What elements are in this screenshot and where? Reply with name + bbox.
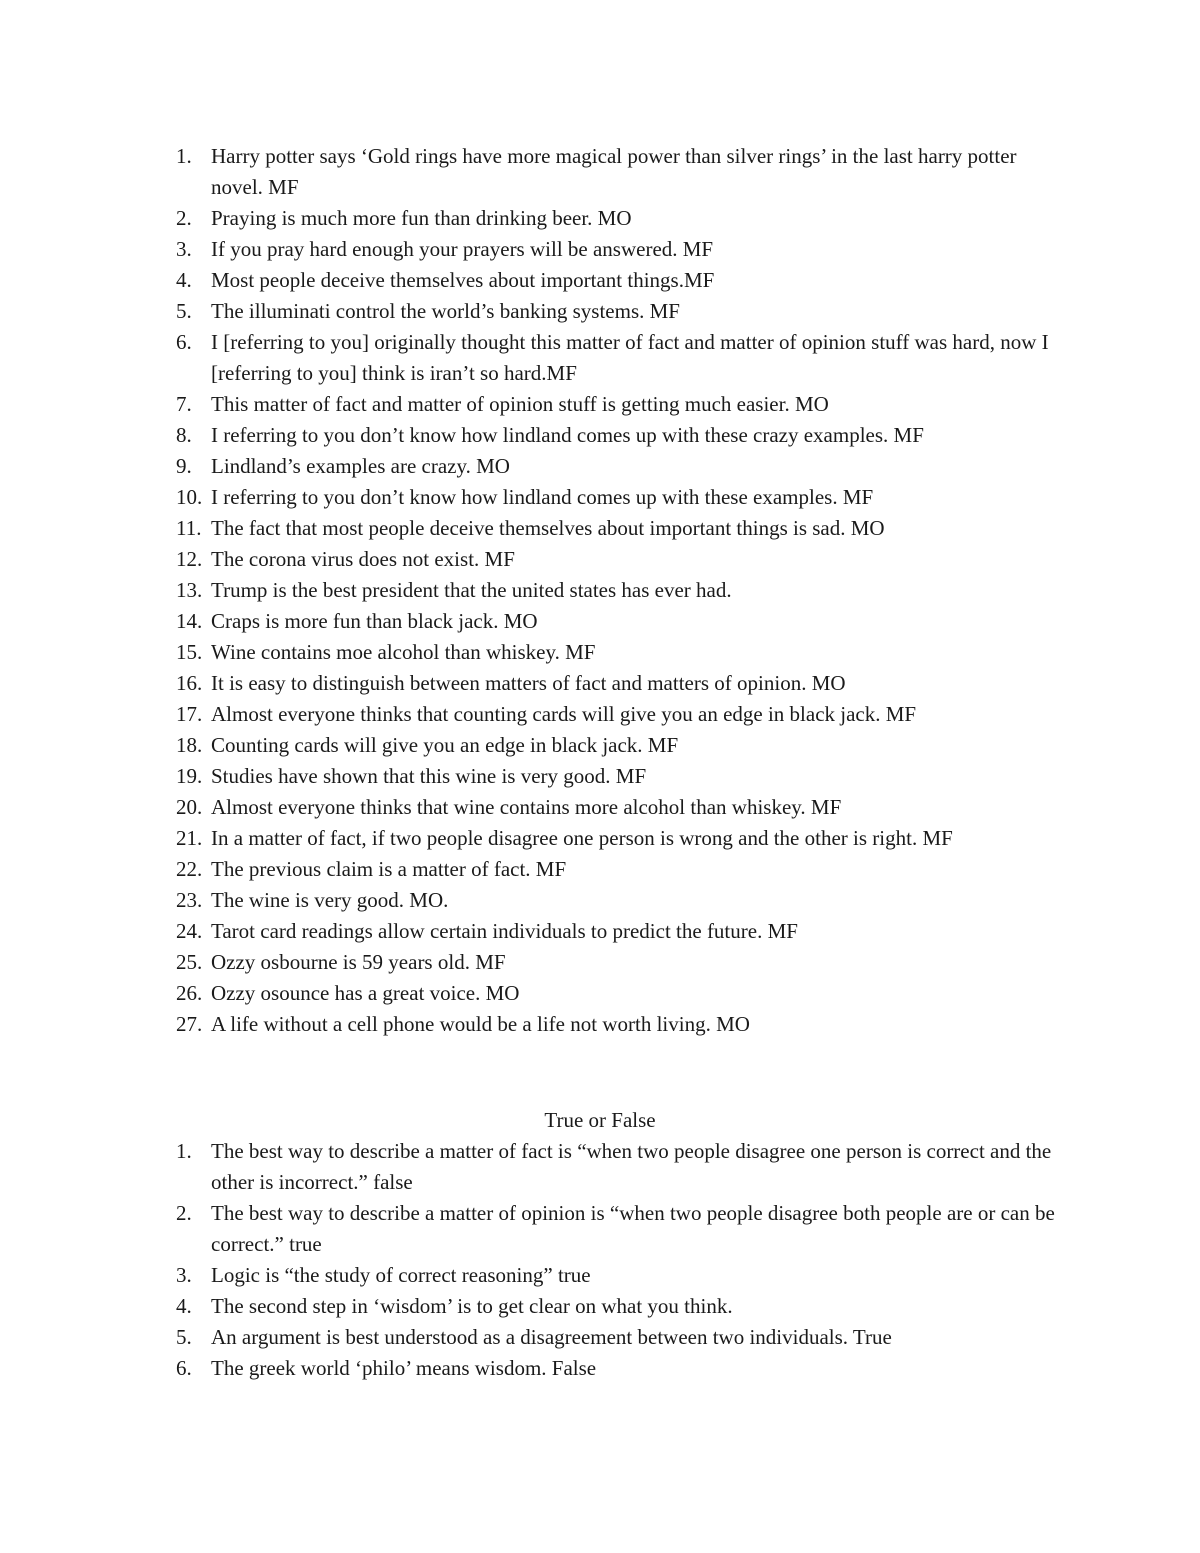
list-item bbox=[0, 699, 1200, 730]
list-item bbox=[0, 947, 1200, 978]
item-number: 21. bbox=[176, 826, 203, 850]
item-number: 4. bbox=[176, 268, 192, 292]
list-item bbox=[0, 761, 1200, 792]
item-text: Tarot card readings allow certain individuals to predict the future. MF bbox=[211, 919, 798, 943]
item-number: 11. bbox=[176, 516, 202, 540]
list-item bbox=[0, 637, 1200, 668]
item-number: 25. bbox=[176, 950, 203, 974]
list-item bbox=[0, 1009, 1200, 1040]
list-item bbox=[0, 730, 1200, 761]
item-number: 18. bbox=[176, 733, 203, 757]
item-text: Logic is “the study of correct reasoning” true bbox=[211, 1263, 591, 1287]
item-number: 8. bbox=[176, 423, 192, 447]
item-text: The wine is very good. MO. bbox=[211, 888, 449, 912]
item-number: 3. bbox=[176, 1263, 192, 1287]
item-number: 20. bbox=[176, 795, 203, 819]
item-text: I referring to you don’t know how lindland comes up with these examples. MF bbox=[211, 485, 874, 509]
item-number: 1. bbox=[176, 1139, 192, 1163]
item-number: 12. bbox=[176, 547, 203, 571]
list-item bbox=[0, 1322, 1200, 1353]
item-number: 1. bbox=[176, 144, 192, 168]
item-text: The greek world ‘philo’ means wisdom. False bbox=[211, 1356, 597, 1380]
item-number: 26. bbox=[176, 981, 203, 1005]
item-number: 17. bbox=[176, 702, 203, 726]
list-item bbox=[0, 389, 1200, 420]
list-item bbox=[0, 885, 1200, 916]
item-text: Trump is the best president that the united states has ever had. bbox=[211, 578, 732, 602]
item-number: 9. bbox=[176, 454, 192, 478]
item-text: The illuminati control the world’s banking systems. MF bbox=[211, 299, 680, 323]
item-number: 27. bbox=[176, 1012, 203, 1036]
list-item bbox=[0, 265, 1200, 296]
list-item bbox=[0, 668, 1200, 699]
item-text: I referring to you don’t know how lindland comes up with these crazy examples. MF bbox=[211, 423, 924, 447]
item-number: 7. bbox=[176, 392, 192, 416]
list-item bbox=[0, 606, 1200, 637]
list-item bbox=[0, 513, 1200, 544]
item-number: 19. bbox=[176, 764, 203, 788]
item-text: I [referring to you] originally thought this matter of fact and matter of opinion stuff was hard, now I [referring to you] think is iran’t so hard.MF bbox=[211, 330, 1049, 385]
item-text: In a matter of fact, if two people disagree one person is wrong and the other is right. MF bbox=[211, 826, 953, 850]
item-text: Counting cards will give you an edge in black jack. MF bbox=[211, 733, 679, 757]
item-number: 15. bbox=[176, 640, 203, 664]
list-item bbox=[0, 451, 1200, 482]
item-text: The fact that most people deceive themselves about important things is sad. MO bbox=[211, 516, 885, 540]
list-item bbox=[0, 141, 1200, 203]
item-number: 13. bbox=[176, 578, 203, 602]
list-item bbox=[0, 1353, 1200, 1384]
list-item bbox=[0, 1260, 1200, 1291]
item-number: 5. bbox=[176, 1325, 192, 1349]
item-text: Studies have shown that this wine is very good. MF bbox=[211, 764, 647, 788]
list-item bbox=[0, 823, 1200, 854]
true-false-list bbox=[0, 1136, 1200, 1384]
item-text: If you pray hard enough your prayers will be answered. MF bbox=[211, 237, 714, 261]
item-text: It is easy to distinguish between matters of fact and matters of opinion. MO bbox=[211, 671, 846, 695]
item-text: A life without a cell phone would be a life not worth living. MO bbox=[211, 1012, 750, 1036]
item-number: 10. bbox=[176, 485, 203, 509]
item-text: The best way to describe a matter of opinion is “when two people disagree both people are or can be correct.” true bbox=[211, 1201, 1055, 1256]
item-text: Ozzy osounce has a great voice. MO bbox=[211, 981, 520, 1005]
item-text: Harry potter says ‘Gold rings have more magical power than silver rings’ in the last harry potter novel. MF bbox=[211, 144, 1017, 199]
item-text: Wine contains moe alcohol than whiskey. MF bbox=[211, 640, 596, 664]
list-item bbox=[0, 296, 1200, 327]
list-item bbox=[0, 234, 1200, 265]
item-number: 23. bbox=[176, 888, 203, 912]
matter-of-fact-opinion-list bbox=[0, 141, 1200, 1040]
item-text: An argument is best understood as a disagreement between two individuals. True bbox=[211, 1325, 892, 1349]
item-number: 16. bbox=[176, 671, 203, 695]
list-item bbox=[0, 420, 1200, 451]
item-number: 5. bbox=[176, 299, 192, 323]
item-number: 14. bbox=[176, 609, 203, 633]
list-item bbox=[0, 544, 1200, 575]
item-number: 4. bbox=[176, 1294, 192, 1318]
list-item bbox=[0, 978, 1200, 1009]
item-number: 6. bbox=[176, 1356, 192, 1380]
list-item bbox=[0, 1198, 1200, 1260]
item-text: This matter of fact and matter of opinion stuff is getting much easier. MO bbox=[211, 392, 829, 416]
list-item bbox=[0, 1136, 1200, 1198]
list-item bbox=[0, 575, 1200, 606]
list-item bbox=[0, 1291, 1200, 1322]
item-text: Praying is much more fun than drinking beer. MO bbox=[211, 206, 632, 230]
item-text: Almost everyone thinks that counting cards will give you an edge in black jack. MF bbox=[211, 702, 917, 726]
item-number: 22. bbox=[176, 857, 203, 881]
item-text: Craps is more fun than black jack. MO bbox=[211, 609, 538, 633]
item-text: Ozzy osbourne is 59 years old. MF bbox=[211, 950, 506, 974]
item-number: 2. bbox=[176, 1201, 192, 1225]
list-item bbox=[0, 792, 1200, 823]
item-text: Almost everyone thinks that wine contains more alcohol than whiskey. MF bbox=[211, 795, 842, 819]
item-text: The previous claim is a matter of fact. MF bbox=[211, 857, 567, 881]
true-false-heading: True or False bbox=[544, 1108, 656, 1132]
item-number: 6. bbox=[176, 330, 192, 354]
item-text: The corona virus does not exist. MF bbox=[211, 547, 515, 571]
list-item bbox=[0, 482, 1200, 513]
item-text: The second step in ‘wisdom’ is to get clear on what you think. bbox=[211, 1294, 733, 1318]
item-text: Most people deceive themselves about important things.MF bbox=[211, 268, 715, 292]
item-text: Lindland’s examples are crazy. MO bbox=[211, 454, 510, 478]
list-item bbox=[0, 203, 1200, 234]
item-number: 24. bbox=[176, 919, 203, 943]
item-number: 2. bbox=[176, 206, 192, 230]
item-text: The best way to describe a matter of fact is “when two people disagree one person is correct and the other is incorrect.” false bbox=[211, 1139, 1052, 1194]
list-item bbox=[0, 327, 1200, 389]
list-item bbox=[0, 854, 1200, 885]
item-number: 3. bbox=[176, 237, 192, 261]
list-item bbox=[0, 916, 1200, 947]
